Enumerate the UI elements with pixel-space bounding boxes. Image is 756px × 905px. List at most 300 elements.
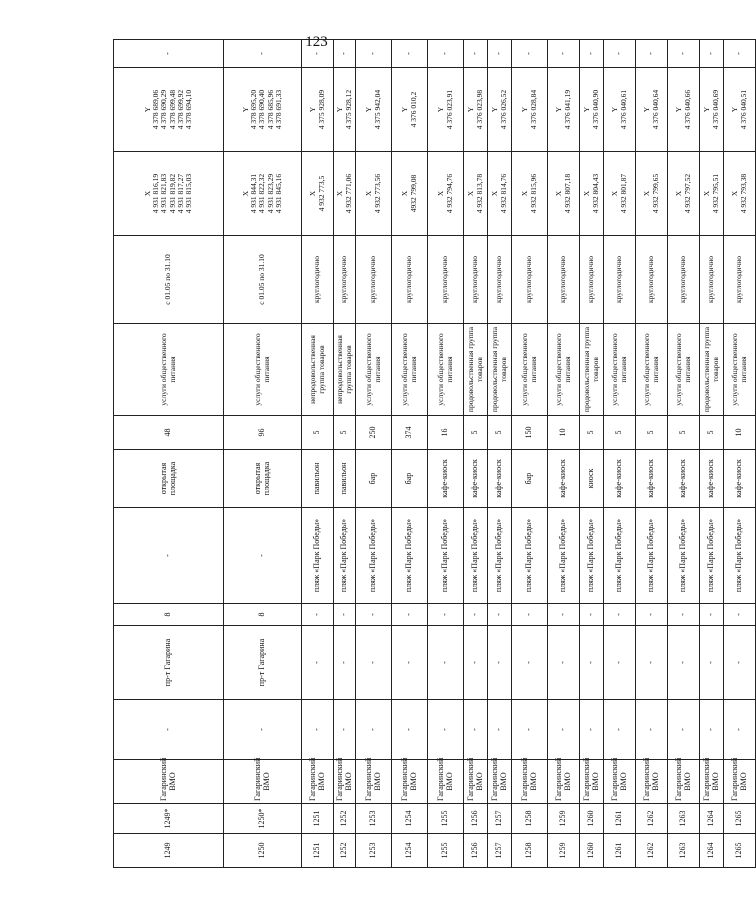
x-line: 4 932 807,18 (562, 173, 572, 214)
y-line: Y (436, 106, 446, 113)
y-line: Y (554, 106, 564, 113)
cell-num: 1262 (636, 834, 668, 868)
cell-id: 1253 (356, 804, 392, 834)
cell-period: круглогодично (302, 236, 334, 324)
cell-area: 150 (512, 416, 548, 450)
cell-area: 10 (548, 416, 580, 450)
cell-c4: - (114, 700, 224, 760)
table-row (114, 40, 224, 868)
cell-type: кафе-киоск (428, 450, 464, 508)
cell-place: пляж «Парк Победы» (700, 508, 724, 604)
y-line: 4 378 691,33 (273, 89, 283, 130)
x-line: 4 932 797,52 (682, 173, 692, 214)
table-row (724, 40, 756, 868)
cell-house: 8 (114, 604, 224, 626)
rotated-sheet (113, 52, 748, 868)
cell-place: пляж «Парк Победы» (302, 508, 334, 604)
cell-x (224, 152, 302, 236)
cell-district: Гагаринский ВМО (464, 760, 488, 804)
cell-area: 5 (464, 416, 488, 450)
y-line: 4 376 040,66 (682, 89, 692, 130)
cell-spec: услуги общественного питания (512, 324, 548, 416)
cell-x (604, 152, 636, 236)
cell-place: - (114, 508, 224, 604)
cell-id: 1250* (224, 804, 302, 834)
cell-c4: - (512, 700, 548, 760)
cell-x (428, 152, 464, 236)
cell-tail: - (356, 40, 392, 68)
cell-period: с 01.05 по 31.10 (114, 236, 224, 324)
cell-x (464, 152, 488, 236)
x-line: X (364, 190, 374, 197)
cell-y (668, 68, 700, 152)
cell-id: 1260 (580, 804, 604, 834)
cell-x (700, 152, 724, 236)
cell-place: пляж «Парк Победы» (488, 508, 512, 604)
cell-address: - (668, 626, 700, 700)
cell-tail: - (224, 40, 302, 68)
cell-x (356, 152, 392, 236)
cell-area: 5 (668, 416, 700, 450)
x-line: 4 932 793,38 (738, 173, 748, 214)
cell-type: кафе-киоск (700, 450, 724, 508)
cell-c4: - (428, 700, 464, 760)
cell-type: киоск (580, 450, 604, 508)
cell-address: - (464, 626, 488, 700)
x-line: X (554, 190, 564, 197)
y-line: Y (582, 106, 592, 113)
cell-id: 1258 (512, 804, 548, 834)
cell-id: 1254 (392, 804, 428, 834)
cell-tail: - (548, 40, 580, 68)
cell-y (356, 68, 392, 152)
cell-c4: - (224, 700, 302, 760)
y-line: Y (335, 106, 345, 113)
cell-address: - (512, 626, 548, 700)
cell-y (512, 68, 548, 152)
cell-district: Гагаринский ВМО (488, 760, 512, 804)
cell-num: 1254 (392, 834, 428, 868)
y-line: Y (702, 106, 712, 113)
cell-num: 1255 (428, 834, 464, 868)
x-line: 4 931 822,32 (257, 173, 267, 214)
x-line: X (490, 190, 500, 197)
cell-type: кафе-киоск (464, 450, 488, 508)
cell-district: Гагаринский ВМО (356, 760, 392, 804)
cell-house: - (392, 604, 428, 626)
y-line: 4 376 040,69 (710, 89, 720, 130)
cell-tail: - (464, 40, 488, 68)
cell-area: 5 (700, 416, 724, 450)
cell-x (580, 152, 604, 236)
cell-district: Гагаринский ВМО (636, 760, 668, 804)
cell-x (724, 152, 756, 236)
cell-address: - (700, 626, 724, 700)
cell-district: Гагаринский ВМО (604, 760, 636, 804)
cell-tail: - (700, 40, 724, 68)
cell-tail: - (488, 40, 512, 68)
cell-period: круглогодично (604, 236, 636, 324)
x-line: X (335, 190, 345, 197)
cell-address: - (392, 626, 428, 700)
x-line: 4 931 823,29 (265, 173, 275, 214)
table-row (224, 40, 302, 868)
cell-area: 5 (488, 416, 512, 450)
cell-y (464, 68, 488, 152)
cell-x (114, 152, 224, 236)
table-row (668, 40, 700, 868)
cell-y (724, 68, 756, 152)
cell-house: - (636, 604, 668, 626)
table-row (580, 40, 604, 868)
cell-type: бар (356, 450, 392, 508)
cell-period: круглогодично (392, 236, 428, 324)
cell-district: Гагаринский ВМО (334, 760, 356, 804)
cell-spec: услуги общественного питания (548, 324, 580, 416)
cell-address: пр-т Гагарина (224, 626, 302, 700)
cell-x (548, 152, 580, 236)
cell-area: 5 (580, 416, 604, 450)
x-line: X (308, 190, 318, 197)
table-row (548, 40, 580, 868)
x-line: 4 931 844,31 (249, 173, 259, 214)
cell-spec: непродовольственная группа товаров (334, 324, 356, 416)
cell-spec: услуги общественного питания (356, 324, 392, 416)
x-line: 4 932 813,78 (474, 173, 484, 214)
x-line: X (466, 190, 476, 197)
y-line: 4 378 699,48 (167, 89, 177, 130)
cell-num: 1265 (724, 834, 756, 868)
cell-id: 1252 (334, 804, 356, 834)
cell-type: кафе-киоск (604, 450, 636, 508)
x-line: 4 932 773,56 (372, 173, 382, 214)
cell-spec: продовольственная группа товаров (580, 324, 604, 416)
x-line: 4 931 816,19 (151, 173, 161, 214)
cell-place: пляж «Парк Победы» (428, 508, 464, 604)
registry-table-frame (113, 52, 748, 868)
cell-num: 1264 (700, 834, 724, 868)
x-line: X (610, 190, 620, 197)
cell-address: - (334, 626, 356, 700)
x-line: 4 932 773,5 (316, 175, 326, 212)
cell-spec: услуги общественного питания (636, 324, 668, 416)
cell-c4: - (668, 700, 700, 760)
y-line: 4 378 690,40 (257, 89, 267, 130)
cell-place: пляж «Парк Победы» (334, 508, 356, 604)
x-line: 4 932 815,96 (528, 173, 538, 214)
cell-c4: - (548, 700, 580, 760)
cell-area: 5 (302, 416, 334, 450)
x-line: 4932 799,08 (408, 174, 418, 213)
cell-type: бар (512, 450, 548, 508)
cell-num: 1251 (302, 834, 334, 868)
cell-c4: - (464, 700, 488, 760)
cell-area: 10 (724, 416, 756, 450)
y-line: Y (400, 106, 410, 113)
cell-district: Гагаринский ВМО (548, 760, 580, 804)
cell-house: - (548, 604, 580, 626)
cell-spec: продовольственная группа товаров (464, 324, 488, 416)
cell-house: - (464, 604, 488, 626)
cell-y (700, 68, 724, 152)
cell-id: 1255 (428, 804, 464, 834)
table-row (334, 40, 356, 868)
cell-y (334, 68, 356, 152)
cell-district: Гагаринский ВМО (700, 760, 724, 804)
cell-place: пляж «Парк Победы» (580, 508, 604, 604)
cell-house: - (334, 604, 356, 626)
x-line: 4 932 799,65 (650, 173, 660, 214)
cell-period: круглогодично (464, 236, 488, 324)
cell-type: павильон (302, 450, 334, 508)
x-line: X (674, 190, 684, 197)
cell-type: бар (392, 450, 428, 508)
cell-period: круглогодично (334, 236, 356, 324)
x-line: X (642, 190, 652, 197)
cell-y (302, 68, 334, 152)
y-line: 4 375 942,04 (372, 89, 382, 130)
cell-id: 1251 (302, 804, 334, 834)
cell-spec: услуги общественного питания (224, 324, 302, 416)
cell-place: пляж «Парк Победы» (356, 508, 392, 604)
y-line: 4 378 685,96 (265, 89, 275, 130)
x-line: 4 932 801,87 (618, 173, 628, 214)
cell-c4: - (302, 700, 334, 760)
cell-num: 1253 (356, 834, 392, 868)
cell-address: - (548, 626, 580, 700)
cell-tail: - (428, 40, 464, 68)
cell-area: 16 (428, 416, 464, 450)
y-line: 4 378 690,29 (159, 89, 169, 130)
cell-c4: - (604, 700, 636, 760)
y-line: 4 376 028,84 (528, 89, 538, 130)
cell-x (668, 152, 700, 236)
cell-tail: - (604, 40, 636, 68)
cell-area: 96 (224, 416, 302, 450)
cell-address: - (356, 626, 392, 700)
y-line: Y (520, 106, 530, 113)
cell-house: - (428, 604, 464, 626)
x-line: 4 932 794,76 (444, 173, 454, 214)
y-line: 4 376 040,64 (650, 89, 660, 130)
cell-spec: услуги общественного питания (114, 324, 224, 416)
cell-num: 1259 (548, 834, 580, 868)
cell-spec: продовольственная группа товаров (488, 324, 512, 416)
cell-c4: - (488, 700, 512, 760)
x-line: 4 931 817,27 (175, 173, 185, 214)
cell-c4: - (700, 700, 724, 760)
cell-address: - (428, 626, 464, 700)
cell-type: павильон (334, 450, 356, 508)
x-line: X (400, 190, 410, 197)
y-line: Y (674, 106, 684, 113)
y-line: Y (466, 106, 476, 113)
cell-id: 1249* (114, 804, 224, 834)
cell-id: 1256 (464, 804, 488, 834)
cell-address: - (636, 626, 668, 700)
table-row (512, 40, 548, 868)
cell-house: - (356, 604, 392, 626)
cell-spec: непродовольственная группа товаров (302, 324, 334, 416)
cell-y (604, 68, 636, 152)
table-row (356, 40, 392, 868)
cell-x (302, 152, 334, 236)
cell-house: - (512, 604, 548, 626)
cell-num: 1263 (668, 834, 700, 868)
cell-house: - (668, 604, 700, 626)
cell-district: Гагаринский ВМО (302, 760, 334, 804)
cell-area: 5 (334, 416, 356, 450)
x-line: 4 932 814,76 (498, 173, 508, 214)
cell-place: пляж «Парк Победы» (724, 508, 756, 604)
cell-house: 8 (224, 604, 302, 626)
cell-period: круглогодично (428, 236, 464, 324)
y-line: 4 378 699,92 (175, 89, 185, 130)
cell-area: 250 (356, 416, 392, 450)
y-line: 4 376 040,51 (738, 89, 748, 130)
cell-place: пляж «Парк Победы» (392, 508, 428, 604)
y-line: 4 375 928,12 (343, 89, 353, 130)
y-line: Y (364, 106, 374, 113)
cell-period: круглогодично (512, 236, 548, 324)
cell-district: Гагаринский ВМО (512, 760, 548, 804)
table-row (488, 40, 512, 868)
cell-address: пр-т Гагарина (114, 626, 224, 700)
cell-district: Гагаринский ВМО (114, 760, 224, 804)
table-row (464, 40, 488, 868)
y-line: 4 375 928,09 (316, 89, 326, 130)
cell-c4: - (724, 700, 756, 760)
cell-x (392, 152, 428, 236)
x-line: 4 932 804,43 (590, 173, 600, 214)
cell-district: Гагаринский ВМО (580, 760, 604, 804)
cell-tail: - (668, 40, 700, 68)
cell-id: 1264 (700, 804, 724, 834)
x-line: X (143, 190, 153, 197)
x-line: X (582, 190, 592, 197)
x-line: 4 931 819,82 (167, 173, 177, 214)
cell-period: с 01.05 по 31.10 (224, 236, 302, 324)
x-line: 4 931 845,16 (273, 173, 283, 214)
y-line: 4 376 023,98 (474, 89, 484, 130)
cell-type: открытая площадка (224, 450, 302, 508)
cell-x (334, 152, 356, 236)
cell-num: 1261 (604, 834, 636, 868)
table-row (392, 40, 428, 868)
cell-period: круглогодично (488, 236, 512, 324)
cell-num: 1256 (464, 834, 488, 868)
y-line: 4 376 040,90 (590, 89, 600, 130)
cell-house: - (302, 604, 334, 626)
cell-y (114, 68, 224, 152)
cell-place: - (224, 508, 302, 604)
cell-house: - (724, 604, 756, 626)
cell-y (548, 68, 580, 152)
cell-type: кафе-киоск (636, 450, 668, 508)
y-line: Y (308, 106, 318, 113)
x-line: 4 931 821,83 (159, 173, 169, 214)
y-line: 4 378 694,10 (183, 89, 193, 130)
cell-place: пляж «Парк Победы» (668, 508, 700, 604)
cell-tail: - (114, 40, 224, 68)
y-line: 4 376 026,52 (498, 89, 508, 130)
cell-y (488, 68, 512, 152)
cell-tail: - (302, 40, 334, 68)
x-line: 4 932 795,51 (710, 173, 720, 214)
cell-id: 1261 (604, 804, 636, 834)
cell-period: круглогодично (548, 236, 580, 324)
cell-area: 374 (392, 416, 428, 450)
table-row (636, 40, 668, 868)
cell-c4: - (356, 700, 392, 760)
cell-c4: - (334, 700, 356, 760)
cell-house: - (700, 604, 724, 626)
y-line: 4 378 695,20 (249, 89, 259, 130)
table-body (114, 40, 756, 868)
cell-id: 1263 (668, 804, 700, 834)
cell-y (428, 68, 464, 152)
cell-address: - (604, 626, 636, 700)
cell-area: 5 (636, 416, 668, 450)
y-line: 4 378 689,06 (151, 89, 161, 130)
x-line: X (702, 190, 712, 197)
cell-c4: - (392, 700, 428, 760)
cell-c4: - (636, 700, 668, 760)
table-row (428, 40, 464, 868)
cell-period: круглогодично (636, 236, 668, 324)
cell-place: пляж «Парк Победы» (548, 508, 580, 604)
y-line: Y (490, 106, 500, 113)
cell-y (636, 68, 668, 152)
y-line: Y (610, 106, 620, 113)
cell-num: 1258 (512, 834, 548, 868)
cell-id: 1259 (548, 804, 580, 834)
cell-type: кафе-киоск (668, 450, 700, 508)
cell-period: круглогодично (700, 236, 724, 324)
cell-district: Гагаринский ВМО (724, 760, 756, 804)
cell-tail: - (512, 40, 548, 68)
cell-period: круглогодично (668, 236, 700, 324)
cell-place: пляж «Парк Победы» (464, 508, 488, 604)
cell-type: кафе-киоск (548, 450, 580, 508)
cell-house: - (604, 604, 636, 626)
cell-address: - (302, 626, 334, 700)
cell-spec: услуги общественного питания (668, 324, 700, 416)
cell-house: - (488, 604, 512, 626)
cell-tail: - (334, 40, 356, 68)
cell-period: круглогодично (724, 236, 756, 324)
table-row (700, 40, 724, 868)
cell-address: - (488, 626, 512, 700)
cell-spec: услуги общественного питания (428, 324, 464, 416)
cell-id: 1257 (488, 804, 512, 834)
cell-y (580, 68, 604, 152)
cell-district: Гагаринский ВМО (392, 760, 428, 804)
y-line: 4 376 023,91 (444, 89, 454, 130)
cell-tail: - (392, 40, 428, 68)
y-line: 4 376 010,2 (408, 91, 418, 128)
cell-spec: продовольственная группа товаров (700, 324, 724, 416)
cell-num: 1257 (488, 834, 512, 868)
cell-place: пляж «Парк Победы» (604, 508, 636, 604)
y-line: Y (730, 106, 740, 113)
registry-table (113, 39, 756, 868)
cell-y (224, 68, 302, 152)
x-line: X (241, 190, 251, 197)
cell-period: круглогодично (356, 236, 392, 324)
cell-c4: - (580, 700, 604, 760)
cell-house: - (580, 604, 604, 626)
